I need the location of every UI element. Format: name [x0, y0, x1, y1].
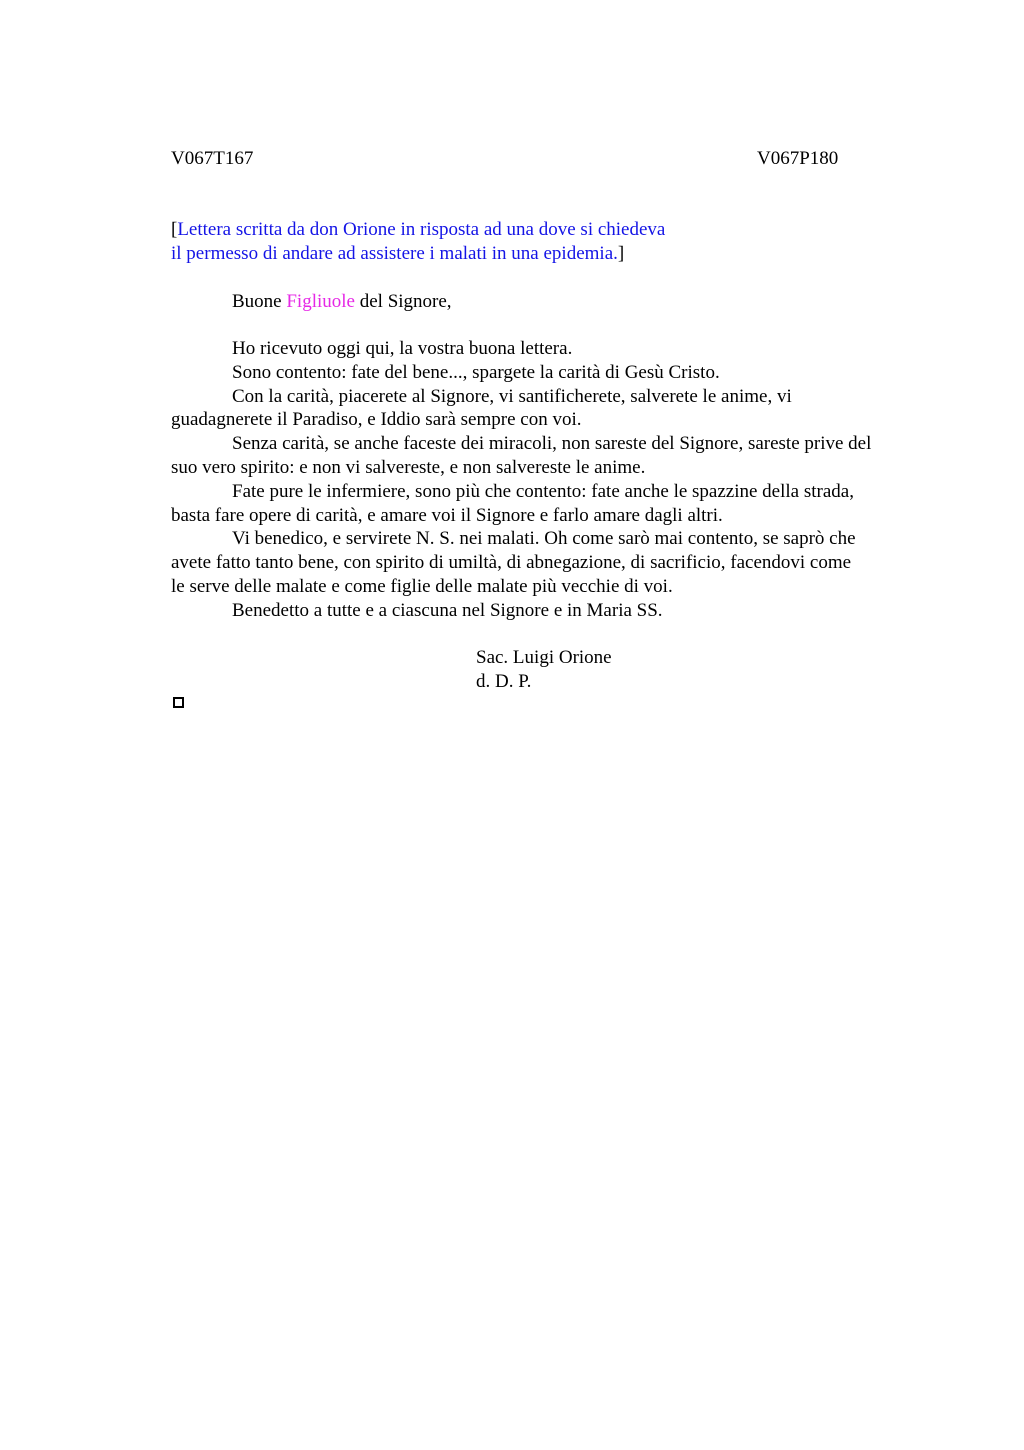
note-open-bracket: [ [171, 219, 178, 240]
letter-line: Ho ricevuto oggi qui, la vostra buona lettera. [232, 338, 573, 359]
letter-line: Senza carità, se anche faceste dei miracoli, non sareste del Signore, sareste prive del [232, 433, 872, 455]
letter-line: le serve delle malate e come figlie delle malate più vecchie di voi. [171, 575, 673, 597]
letter-line: Fate pure le infermiere, sono più che contento: fate anche le spazzine della strada, [232, 480, 854, 502]
signature-title: d. D. P. [476, 671, 532, 692]
document-code-left: V067T167 [171, 148, 254, 169]
note-line-1: Lettera scritta da don Orione in risposta ad una dove si chiedeva [177, 219, 666, 240]
letter-line: Benedetto a tutte e a ciascuna nel Signore e in Maria SS. [232, 599, 663, 621]
salutation [232, 290, 452, 314]
note-line-2: il permesso di andare ad assistere i malati in una epidemia. [171, 243, 618, 264]
letter-line: guadagnerete il Paradiso, e Iddio sarà sempre con voi. [171, 409, 582, 431]
salutation-start: Buone [232, 291, 287, 312]
letter-line: Con la carità, piacerete al Signore, vi santificherete, salverete le anime, vi [232, 385, 792, 407]
editorial-note [171, 218, 771, 266]
letter-body [171, 337, 931, 623]
signature-name: Sac. Luigi Orione [476, 647, 612, 668]
note-close-bracket: ] [617, 243, 625, 264]
letter-line: Vi benedico, e servirete N. S. nei malati. Oh come sarò mai contento, se saprò che [232, 528, 856, 550]
page-code-right: V067P180 [757, 148, 839, 169]
salutation-end: del Signore, [354, 291, 452, 312]
salutation-highlight: Figliuole [286, 291, 355, 312]
letter-line: basta fare opere di carità, e amare voi il Signore e farlo amare dagli altri. [171, 504, 723, 526]
signature-block [476, 646, 612, 694]
end-mark-icon [173, 697, 184, 708]
letter-line: Sono contento: fate del bene..., spargete la carità di Gesù Cristo. [232, 361, 720, 383]
letter-line: suo vero spirito: e non vi salvereste, e non salvereste le anime. [171, 456, 646, 478]
letter-line: avete fatto tanto bene, con spirito di umiltà, di abnegazione, di sacrificio, facendovi come [171, 552, 852, 574]
